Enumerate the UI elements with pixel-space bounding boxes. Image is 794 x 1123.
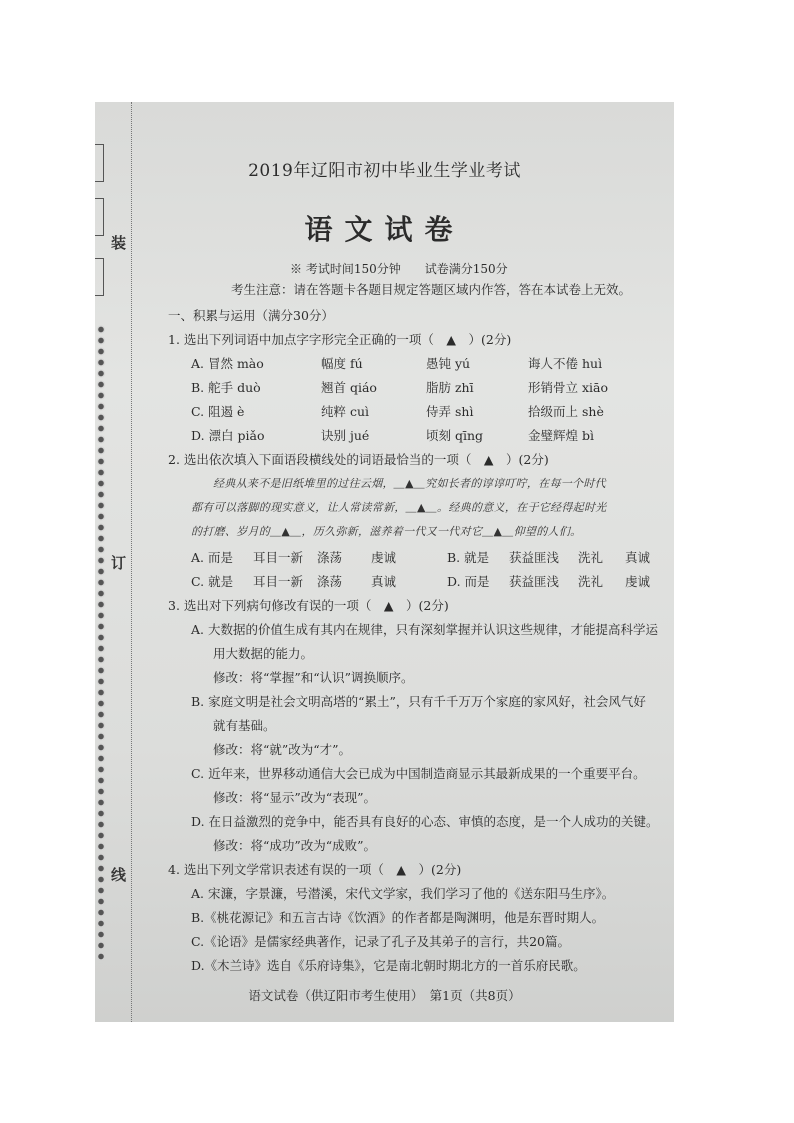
q4-option-a: A. 宋濂，字景濂，号潜溪，宋代文学家，我们学习了他的《送东阳马生序》。: [191, 886, 615, 901]
q1-option-cell: 金璧辉煌 bì: [528, 428, 594, 443]
q3-line: 就有基础。: [213, 718, 276, 733]
q1-option-cell: 形销骨立 xiāo: [528, 380, 608, 395]
q1-option-a: A. 冒然 mào: [191, 356, 264, 371]
q2-option-a: A. 而是: [191, 550, 233, 565]
q1-option-cell: 翘首 qiáo: [321, 380, 377, 395]
exam-notice: 考生注意：请在答题卡各题目规定答题区域内作答，答在本试卷上无效。: [231, 282, 632, 297]
q2-option-cell: 虔诚: [371, 550, 397, 565]
q2-option-cell: 洗礼: [578, 574, 604, 589]
binding-mark-ding: 订: [111, 554, 127, 572]
q3-line: 修改：将“成功”改为“成败”。: [213, 838, 377, 853]
q4-option-d: D.《木兰诗》选自《乐府诗集》，它是南北朝时期北方的一首乐府民歌。: [191, 958, 586, 973]
q2-option-cell: 耳目一新: [253, 550, 304, 565]
q1-option-cell: 脂肪 zhī: [426, 380, 474, 395]
q2-option-c: C. 就是: [191, 574, 234, 589]
q4-option-c: C.《论语》是儒家经典著作，记录了孔子及其弟子的言行，共20篇。: [191, 934, 570, 949]
q2-option-d: D. 而是: [447, 574, 490, 589]
q2-option-cell: 洗礼: [578, 550, 604, 565]
margin-box: [95, 258, 104, 296]
subject-title: 语文试卷: [304, 213, 465, 246]
q3-line: A. 大数据的价值生成有其内在规律，只有深刻掌握并认识这些规律，才能提高科学运: [191, 622, 658, 637]
q1-option-d: D. 漂白 piǎo: [191, 428, 265, 443]
page-footer: 语文试卷（供辽阳市考生使用） 第1页（共8页）: [248, 988, 521, 1003]
q2-option-cell: 耳目一新: [253, 574, 304, 589]
q3-line: C. 近年来，世界移动通信大会已成为中国制造商显示其最新成果的一个重要平台。: [191, 766, 646, 781]
q1-option-b: B. 舵手 duò: [191, 380, 261, 395]
q4-option-b: B.《桃花源记》和五言古诗《饮酒》的作者都是陶渊明，他是东晋时期人。: [191, 910, 605, 925]
question-2-stem: 2. 选出依次填入下面语段横线处的词语最恰当的一项（ ▲ ）(2分): [168, 452, 549, 467]
q1-option-cell: 纯粹 cuì: [321, 404, 370, 419]
q1-option-cell: 诀别 jué: [321, 428, 370, 443]
q2-option-cell: 真诚: [625, 550, 651, 565]
q3-line: B. 家庭文明是社会文明高塔的“累土”，只有千千万万个家庭的家风好，社会风气好: [191, 694, 646, 709]
exam-paper: [95, 102, 674, 1022]
question-3-stem: 3. 选出对下列病句修改有误的一项（ ▲ ）(2分): [168, 598, 449, 613]
question-1-stem: 1. 选出下列词语中加点字字形完全正确的一项（ ▲ ）(2分): [168, 332, 512, 347]
q2-option-cell: 涤荡: [317, 574, 343, 589]
question-4-stem: 4. 选出下列文学常识表述有误的一项（ ▲ ）(2分): [168, 862, 462, 877]
section-title: 一、积累与运用（满分30分）: [168, 308, 334, 323]
q1-option-cell: 侍弄 shì: [426, 404, 474, 419]
q3-line: 修改：将“就”改为“才”。: [213, 742, 352, 757]
q1-option-cell: 愚钝 yú: [426, 356, 471, 371]
q1-option-c: C. 阻遏 è: [191, 404, 245, 419]
q1-option-cell: 诲人不倦 huì: [528, 356, 603, 371]
q2-option-cell: 涤荡: [317, 550, 343, 565]
q3-line: 用大数据的能力。: [213, 646, 314, 661]
q1-option-cell: 顷刻 qīng: [426, 428, 484, 443]
binding-mark-xian: 线: [111, 866, 127, 884]
q1-option-cell: 拾级而上 shè: [528, 404, 604, 419]
q2-option-cell: 虔诚: [625, 574, 651, 589]
exam-title: 2019年辽阳市初中毕业生学业考试: [248, 161, 521, 181]
q2-option-cell: 获益匪浅: [509, 574, 560, 589]
q2-option-b: B. 就是: [447, 550, 490, 565]
q2-passage-line: 的打磨、岁月的＿▲＿，历久弥新，滋养着一代又一代对它＿▲＿仰望的人们。: [191, 525, 582, 538]
q1-option-cell: 幅度 fú: [321, 356, 363, 371]
q3-line: D. 在日益激烈的竞争中，能否具有良好的心态、审慎的态度，是一个人成功的关键。: [191, 814, 659, 829]
q2-option-cell: 获益匪浅: [509, 550, 560, 565]
binding-mark-zhuang: 装: [111, 234, 127, 252]
q3-line: 修改：将“掌握”和“认识”调换顺序。: [213, 670, 414, 685]
q2-passage-line: 经典从来不是旧纸堆里的过往云烟，＿▲＿究如长者的谆谆叮咛，在每一个时代: [213, 477, 606, 490]
exam-info: ※ 考试时间150分钟 试卷满分150分: [290, 262, 508, 276]
q2-option-cell: 真诚: [371, 574, 397, 589]
q2-passage-line: 都有可以落脚的现实意义，让人常读常新，＿▲＿。经典的意义，在于它经得起时光: [191, 501, 607, 514]
perforation-edge: [95, 324, 107, 964]
q3-line: 修改：将“显示”改为“表现”。: [213, 790, 377, 805]
